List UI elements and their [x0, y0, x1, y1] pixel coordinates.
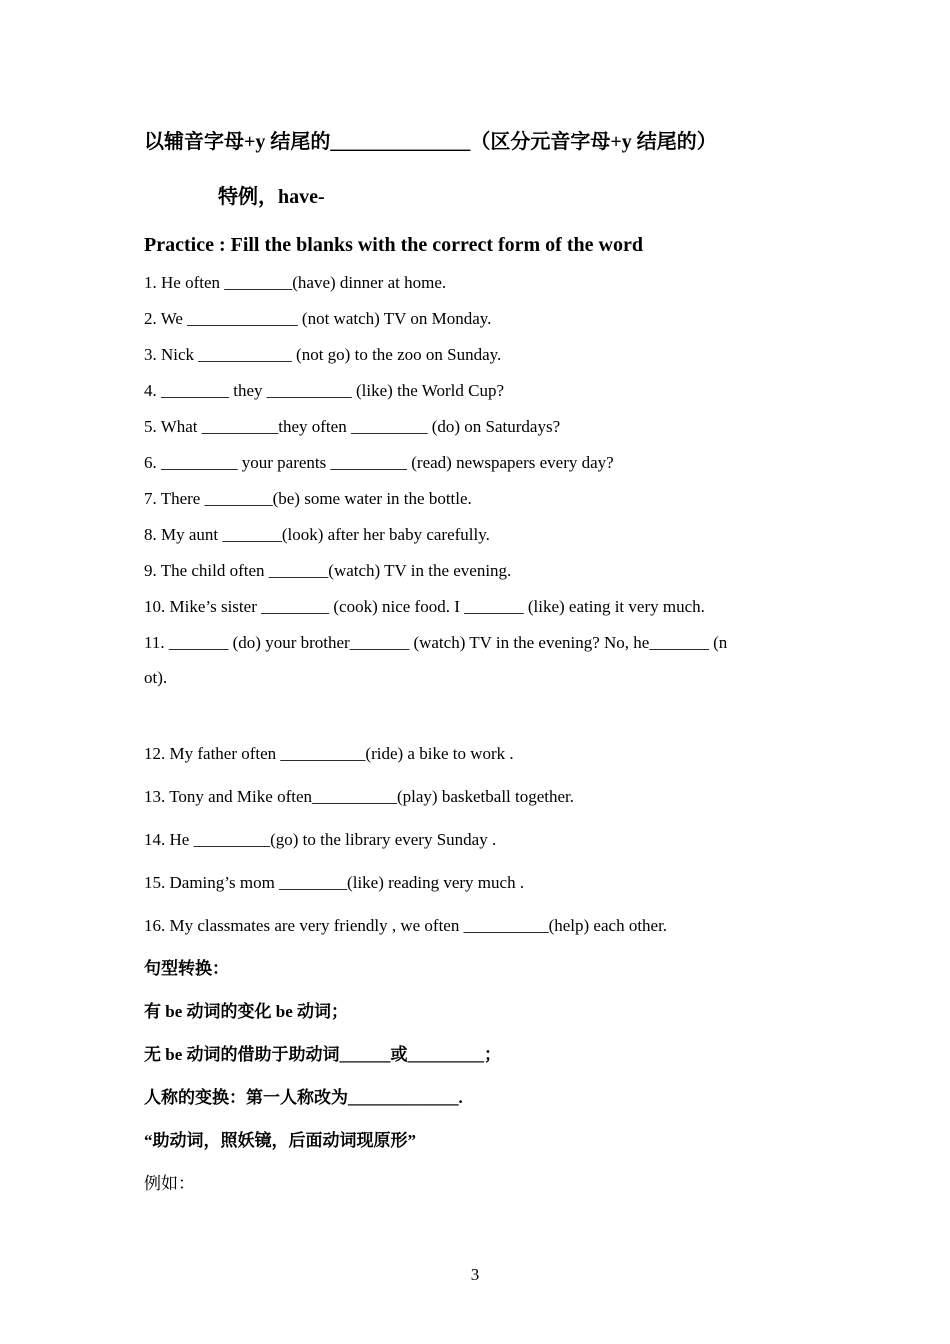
- transform-title: 句型转换：: [144, 959, 229, 978]
- practice-item-8: 8. My aunt _______(look) after her baby carefully.: [144, 525, 490, 544]
- practice-title: Practice : Fill the blanks with the correct form of the word: [144, 234, 643, 256]
- practice-item-14: 14. He _________(go) to the library every Sunday .: [144, 830, 497, 849]
- practice-item-3: 3. Nick ___________ (not go) to the zoo on Sunday.: [144, 345, 502, 364]
- rule-no-be-verb: 无 be 动词的借助于助动词______或_________；: [144, 1045, 501, 1064]
- example-label: 例如：: [144, 1174, 195, 1193]
- rule-person-change: 人称的变换：第一人称改为_____________.: [144, 1088, 463, 1107]
- practice-item-2: 2. We _____________ (not watch) TV on Monday.: [144, 309, 492, 328]
- practice-item-16: 16. My classmates are very friendly , we often __________(help) each other.: [144, 916, 668, 935]
- rule-be-verb: 有 be 动词的变化 be 动词；: [144, 1002, 348, 1021]
- practice-item-12: 12. My father often __________(ride) a bike to work .: [144, 744, 514, 763]
- practice-item-10: 10. Mike’s sister ________ (cook) nice food. I _______ (like) eating it very much.: [144, 597, 705, 616]
- practice-item-15: 15. Daming’s mom ________(like) reading very much .: [144, 873, 525, 892]
- page-number: 3: [470, 1265, 480, 1284]
- practice-item-9: 9. The child often _______(watch) TV in the evening.: [144, 561, 512, 580]
- practice-item-11: 11. _______ (do) your brother_______ (watch) TV in the evening? No, he_______ (n: [144, 633, 728, 652]
- special-case-heading: 特例，have-: [218, 186, 325, 208]
- practice-item-4: 4. ________ they __________ (like) the World Cup?: [144, 381, 504, 400]
- practice-item-5: 5. What _________they often _________ (do) on Saturdays?: [144, 417, 561, 436]
- practice-item-7: 7. There ________(be) some water in the bottle.: [144, 489, 472, 508]
- mnemonic-quote: “助动词，照妖镜，后面动词现原形”: [144, 1131, 416, 1150]
- practice-item-1: 1. He often ________(have) dinner at home.: [144, 273, 447, 292]
- practice-item-13: 13. Tony and Mike often__________(play) basketball together.: [144, 787, 575, 806]
- practice-item-6: 6. _________ your parents _________ (read) newspapers every day?: [144, 453, 614, 472]
- section-heading: 以辅音字母+y 结尾的______________（区分元音字母+y 结尾的）: [144, 131, 717, 153]
- practice-item-11-continued: ot).: [144, 668, 168, 687]
